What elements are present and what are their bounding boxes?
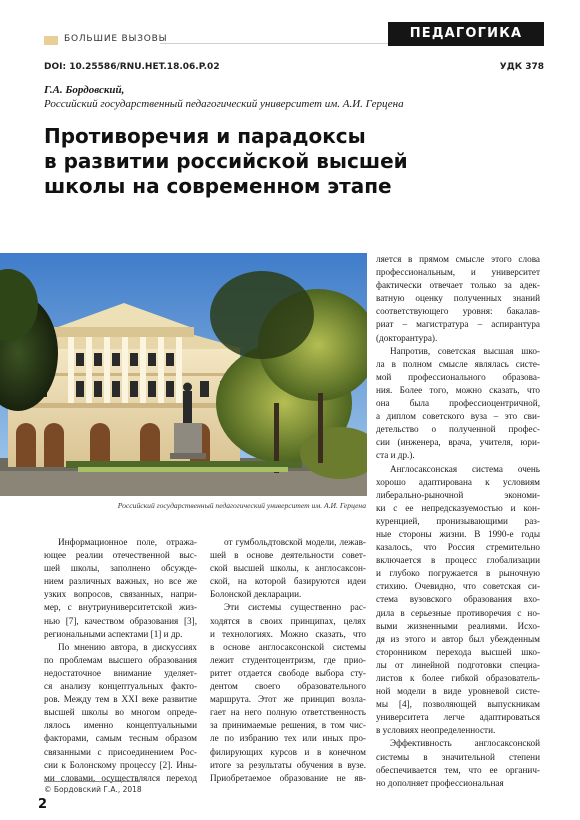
text-line: но дополняет профессиональная — [376, 777, 504, 788]
text-line: казалось, что Россия стремительно — [376, 542, 540, 553]
text-line: ста и др.). — [376, 450, 415, 461]
text-line: ской высшей школы, к англосаксон- — [210, 563, 366, 574]
text-line: Англосаксонская система очень — [390, 463, 540, 474]
university-building-illustration — [0, 253, 367, 496]
title-line: Противоречия и парадоксы — [44, 124, 366, 148]
paragraph — [376, 253, 540, 345]
text-line: Информационное поле, отража- — [58, 537, 197, 547]
header-divider — [160, 43, 388, 44]
section-marker — [44, 36, 58, 45]
udk-label: УДК 378 — [499, 62, 544, 72]
doi-label[interactable]: DOI: 10.25586/RNU.HET.18.06.P.02 — [44, 62, 220, 72]
text-line: лялось именно концептуальными — [44, 720, 197, 731]
text-line: выми жизненными реалиями. Исхо- — [376, 620, 540, 631]
article-title — [44, 124, 408, 199]
text-line: ла в полном смысле являлась систе- — [376, 358, 540, 369]
text-line: ные стороны жизни. В 1990-е годы — [376, 528, 540, 539]
text-line: Эти системы существенно рас- — [224, 602, 366, 613]
text-line: ле по избранию тех или иных про- — [210, 733, 366, 744]
text-line: а диплом советского вуза – это сви- — [376, 411, 540, 422]
text-line: куренцией, пронизывающими раз- — [376, 515, 540, 526]
title-line: школы на современном этапе — [44, 174, 392, 198]
text-line: маршрута. Этот же принцип возла- — [210, 694, 366, 705]
text-line: и глубоко погружается в рыночную — [376, 568, 540, 579]
text-line: Напротив, советская высшая шко- — [390, 345, 540, 356]
author-affiliation: Российский государственный педагогический университет им. А.И. Герцена — [44, 98, 404, 110]
text-line: филирующих курсов и в конечном — [210, 746, 366, 757]
text-line: гает на него полную ответственность — [210, 707, 366, 718]
text-line: нью [7], качеством образования [3], — [44, 615, 197, 626]
text-line: мер, с внутриуниверситетской жиз- — [44, 602, 197, 613]
paragraph — [44, 641, 197, 785]
text-line: ходятся в своих принципах, целях — [210, 615, 366, 626]
text-line: включается в процесс глобализации — [376, 555, 540, 566]
text-line: Приобретаемое образование не яв- — [210, 772, 366, 783]
text-line: стема вузовского образования вхо- — [376, 594, 540, 605]
text-line: сии (инженера, врача, учителя, юри- — [376, 437, 540, 448]
text-column-2 — [210, 536, 366, 785]
text-line: профессиональным, и университет — [376, 267, 540, 278]
text-line: шей школы, заполнено обсужде- — [44, 563, 197, 574]
text-column-3 — [376, 253, 540, 790]
text-line: риат – магистратура – аспирантура — [376, 319, 540, 330]
text-line: Болонской декларации. — [210, 589, 302, 600]
text-line: дила в серьезные противоречия с но- — [376, 607, 540, 618]
text-line: от гумбольдтовской модели, лежав- — [224, 537, 366, 547]
text-line: и технологиях. Можно сказать, что — [210, 628, 366, 639]
text-line: лежит студентоцентризм, где прио- — [210, 654, 366, 665]
text-line: ся анализу концептуальных факто- — [44, 681, 197, 692]
text-line: в основе англосаксонской системы — [210, 641, 366, 652]
author-name: Г.А. Бордовский, — [44, 84, 125, 96]
text-line: ской, на которой базируются идеи — [210, 576, 366, 587]
text-line: мой профессионального образова- — [376, 371, 540, 382]
text-line: фактически отвечает только за адек- — [376, 280, 540, 291]
text-line: (докторантура). — [376, 332, 438, 343]
paragraph — [210, 536, 366, 601]
text-line: по проблемам высшего образования — [44, 654, 197, 665]
text-line: ющее реалии отечественной выс- — [44, 550, 197, 561]
paragraph — [376, 463, 540, 738]
text-line: системы в значительной степени — [376, 751, 540, 762]
figure-caption: Российский государственный педагогический университет им. А.И. Герцена — [117, 501, 366, 510]
text-line: ми словами, осуществлялся переход — [44, 772, 197, 783]
text-line: соответствующего уровня: бакалав- — [376, 306, 540, 317]
text-line: недостаточное внимание уделяет- — [44, 667, 197, 678]
paragraph — [210, 601, 366, 784]
text-line: ной модели в виде уровневой систе- — [376, 686, 540, 697]
text-line: за принимаемые решения, в том чис- — [210, 720, 366, 731]
text-line: она была профессиоцентричной, — [376, 398, 540, 409]
paragraph — [376, 345, 540, 463]
text-line: ляется в прямом смысле этого слова — [376, 254, 540, 264]
text-line: шей в основе деятельности совет- — [210, 550, 366, 561]
text-line: лы от линейной подготовки специа- — [376, 659, 540, 670]
text-line: сторонником перехода высшей шко- — [376, 646, 540, 657]
text-line: ритет отдается свободе выбора сту- — [210, 667, 366, 678]
text-line: По мнению автора, в дискуссиях — [58, 641, 197, 652]
text-line: университета легче адаптироваться — [376, 712, 540, 723]
text-line: детельство о полученной профес- — [376, 424, 540, 435]
text-line: ки с ее непредсказуемостью и кон- — [376, 502, 540, 513]
paragraph — [376, 737, 540, 789]
text-line: стихию. Очевидно, что советская си- — [376, 581, 540, 592]
text-line: хорошо адаптирована к условиям — [376, 476, 540, 487]
rubric-badge: ПЕДАГОГИКА — [388, 22, 544, 46]
text-line: высшей школы во многом опреде- — [44, 707, 197, 718]
text-line: ния. Более того, можно сказать, что — [376, 384, 540, 395]
text-line: дентом своего образовательного — [210, 681, 366, 692]
title-line: в развитии российской высшей — [44, 149, 408, 173]
text-column-1 — [44, 536, 197, 785]
text-line: факторами, самым тесным образом — [44, 733, 197, 744]
university-photo — [0, 253, 367, 496]
paragraph — [44, 536, 197, 641]
text-line: нием различных важных, но все же — [44, 576, 197, 587]
text-line: ров. Между тем в XXI веке развитие — [44, 694, 197, 705]
text-line: либерально-рыночной экономи- — [376, 489, 540, 500]
text-line: листов к более гибкой образователь- — [376, 673, 540, 683]
footer-divider — [44, 781, 140, 782]
text-line: региональными аспектами [1] и др. — [44, 628, 183, 639]
page-number: 2 — [38, 797, 48, 812]
text-line: мы [4], позволяющей выпускникам — [376, 699, 540, 710]
text-line: итоге за результаты обучения в вузе. — [210, 759, 366, 770]
text-line: сии к Болонскому процессу [2]. Ины- — [44, 759, 197, 770]
text-line: в условиях неопределенности. — [376, 725, 496, 736]
text-line: ватную оценку полученных знаний — [376, 293, 540, 304]
text-line: узких вопросов, связанных, напри- — [44, 589, 197, 600]
text-line: Эффективность англосаксонской — [390, 738, 540, 749]
text-line: связанными с присоединением Рос- — [44, 746, 197, 757]
section-label: БОЛЬШИЕ ВЫЗОВЫ — [64, 34, 168, 44]
text-line: обеспечивается тем, что ее органич- — [376, 764, 540, 775]
text-line: дя из этого и автор был убежденным — [376, 633, 540, 644]
copyright-notice: © Бордовский Г.А., 2018 — [44, 785, 142, 794]
